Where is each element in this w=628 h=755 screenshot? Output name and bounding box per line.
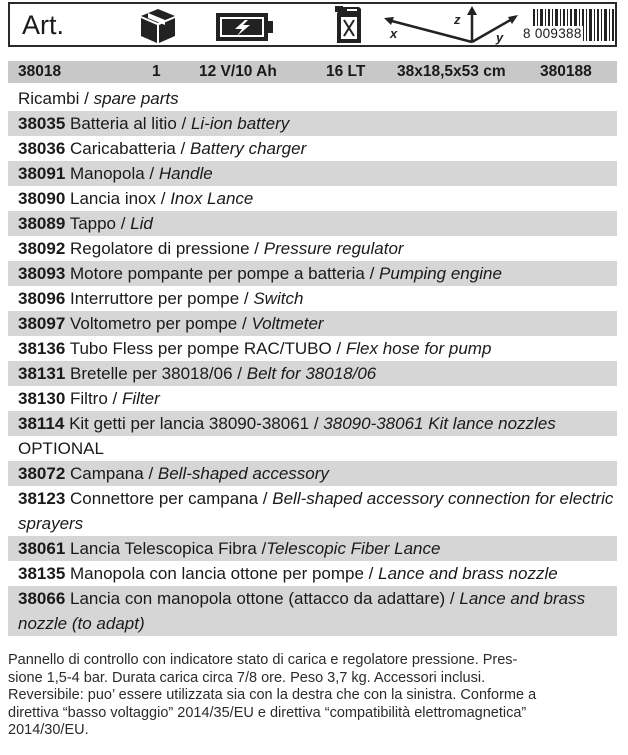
part-row [8, 186, 617, 211]
part-code: 38061 [18, 539, 66, 558]
description-line: Pannello di controllo con indicatore stato di carica e regolatore pressione. Pres- [8, 652, 518, 668]
product-dimensions: 38x18,5x53 cm [397, 63, 506, 80]
part-name-en: Voltmeter [251, 314, 324, 333]
section-heading [8, 86, 617, 111]
part-name-it: Tubo Fless per pompe RAC/TUBO / [65, 339, 346, 358]
header-bar [8, 2, 617, 47]
description-line: 2014/30/EU. [8, 722, 89, 738]
part-name-it: Lancia inox / [65, 189, 171, 208]
part-name-en: Handle [158, 164, 213, 183]
part-row [8, 461, 617, 486]
part-row [8, 586, 617, 636]
part-name-it: Regolatore di pressione / [65, 239, 264, 258]
barcode-number: 009388 [534, 26, 582, 41]
product-capacity: 16 LT [326, 63, 366, 80]
part-row [8, 411, 617, 436]
part-name-en: 38090-38061 Kit lance nozzles [323, 414, 556, 433]
description-line: Reversibile: puo’ essere utilizzata sia con la destra che con la sinistra. Conforme a [8, 687, 537, 703]
product-spec-row [8, 61, 617, 83]
part-code: 38130 [18, 389, 66, 408]
part-row [8, 561, 617, 586]
part-name-it: Kit getti per lancia 38090-38061 / [64, 414, 324, 433]
part-code: 38114 [18, 414, 65, 433]
part-code: 38096 [18, 289, 66, 308]
dimensions-axes-icon [382, 6, 520, 46]
art-label: Art. [22, 10, 65, 40]
part-code: 38092 [18, 239, 66, 258]
part-name-it: Batteria al litio / [65, 114, 191, 133]
part-row [8, 486, 617, 536]
spare-parts-list [8, 86, 617, 636]
part-row [8, 361, 617, 386]
axis-x-label: x [390, 26, 398, 41]
section-label: OPTIONAL [18, 439, 104, 458]
part-name-en: Filter [121, 389, 160, 408]
part-code: 38072 [18, 464, 66, 483]
part-name-it: Caricabatteria / [65, 139, 191, 158]
product-description [8, 652, 614, 740]
part-name-it: Campana / [65, 464, 158, 483]
part-row [8, 111, 617, 136]
part-name-it: Interruttore per pompe / [65, 289, 254, 308]
part-name-it: Manopola / [65, 164, 159, 183]
part-row [8, 236, 617, 261]
box-icon [138, 7, 178, 45]
part-code: 38089 [18, 214, 66, 233]
section-label: Ricambi / [18, 89, 94, 108]
jerrycan-icon [333, 5, 365, 45]
product-barcode: 380188 [540, 63, 592, 80]
part-code: 38136 [18, 339, 66, 358]
part-code: 38035 [18, 114, 66, 133]
part-code: 38093 [18, 264, 66, 283]
part-name-en: Lance and brass nozzle (to adapt) [18, 589, 586, 633]
part-row [8, 311, 617, 336]
axis-z-label: z [454, 12, 461, 27]
part-code: 38135 [18, 564, 66, 583]
part-code: 38131 [18, 364, 66, 383]
part-name-en: Pumping engine [379, 264, 502, 283]
part-name-it: Manopola con lancia ottone per pompe / [65, 564, 379, 583]
description-line: direttiva “basso voltaggio” 2014/35/EU e direttiva “compatibilità elettromagnetica” [8, 704, 527, 721]
part-name-en: Bell-shaped accessory connection for electric sprayers [18, 489, 614, 533]
part-code: 38123 [18, 489, 66, 508]
part-name-it: Tappo / [65, 214, 131, 233]
part-name-it: Lancia con manopola ottone (attacco da adattare) / [65, 589, 460, 608]
part-name-it: Bretelle per 38018/06 / [65, 364, 247, 383]
description-line: sione 1,5-4 bar. Durata carica circa 7/8 ore. Peso 3,7 kg. Accessori inclusi. [8, 669, 486, 686]
part-name-en: Lance and brass nozzle [378, 564, 558, 583]
product-code: 38018 [18, 63, 62, 80]
part-code: 38036 [18, 139, 66, 158]
section-heading [8, 436, 617, 461]
part-row [8, 211, 617, 236]
part-name-it: Connettore per campana / [65, 489, 273, 508]
part-name-en: Inox Lance [170, 189, 254, 208]
part-name-en: Switch [253, 289, 304, 308]
part-row [8, 136, 617, 161]
part-code: 38097 [18, 314, 66, 333]
part-row [8, 161, 617, 186]
barcode-digits [522, 26, 583, 41]
part-name-en: Bell-shaped accessory [157, 464, 329, 483]
part-name-en: Telescopic Fiber Lance [266, 539, 441, 558]
part-name-it: Lancia Telescopica Fibra / [65, 539, 267, 558]
part-name-it: Motore pompante per pompe a batteria / [65, 264, 380, 283]
product-qty: 1 [152, 63, 161, 80]
section-label-en: spare parts [93, 89, 179, 108]
part-name-en: Battery charger [190, 139, 307, 158]
part-code: 38066 [18, 589, 66, 608]
battery-icon [215, 12, 275, 42]
barcode-prefix: 8 [523, 26, 531, 41]
part-row [8, 336, 617, 361]
part-name-en: Flex hose for pump [345, 339, 492, 358]
part-name-en: Lid [130, 214, 153, 233]
part-code: 38090 [18, 189, 66, 208]
part-row [8, 286, 617, 311]
part-row [8, 386, 617, 411]
part-name-en: Li-ion battery [190, 114, 290, 133]
part-name-en: Pressure regulator [263, 239, 404, 258]
part-row [8, 261, 617, 286]
part-row [8, 536, 617, 561]
part-name-it: Voltometro per pompe / [65, 314, 252, 333]
axis-y-label: y [496, 30, 504, 45]
part-code: 38091 [18, 164, 66, 183]
part-name-en: Belt for 38018/06 [246, 364, 377, 383]
part-name-it: Filtro / [65, 389, 122, 408]
product-battery: 12 V/10 Ah [199, 63, 277, 80]
